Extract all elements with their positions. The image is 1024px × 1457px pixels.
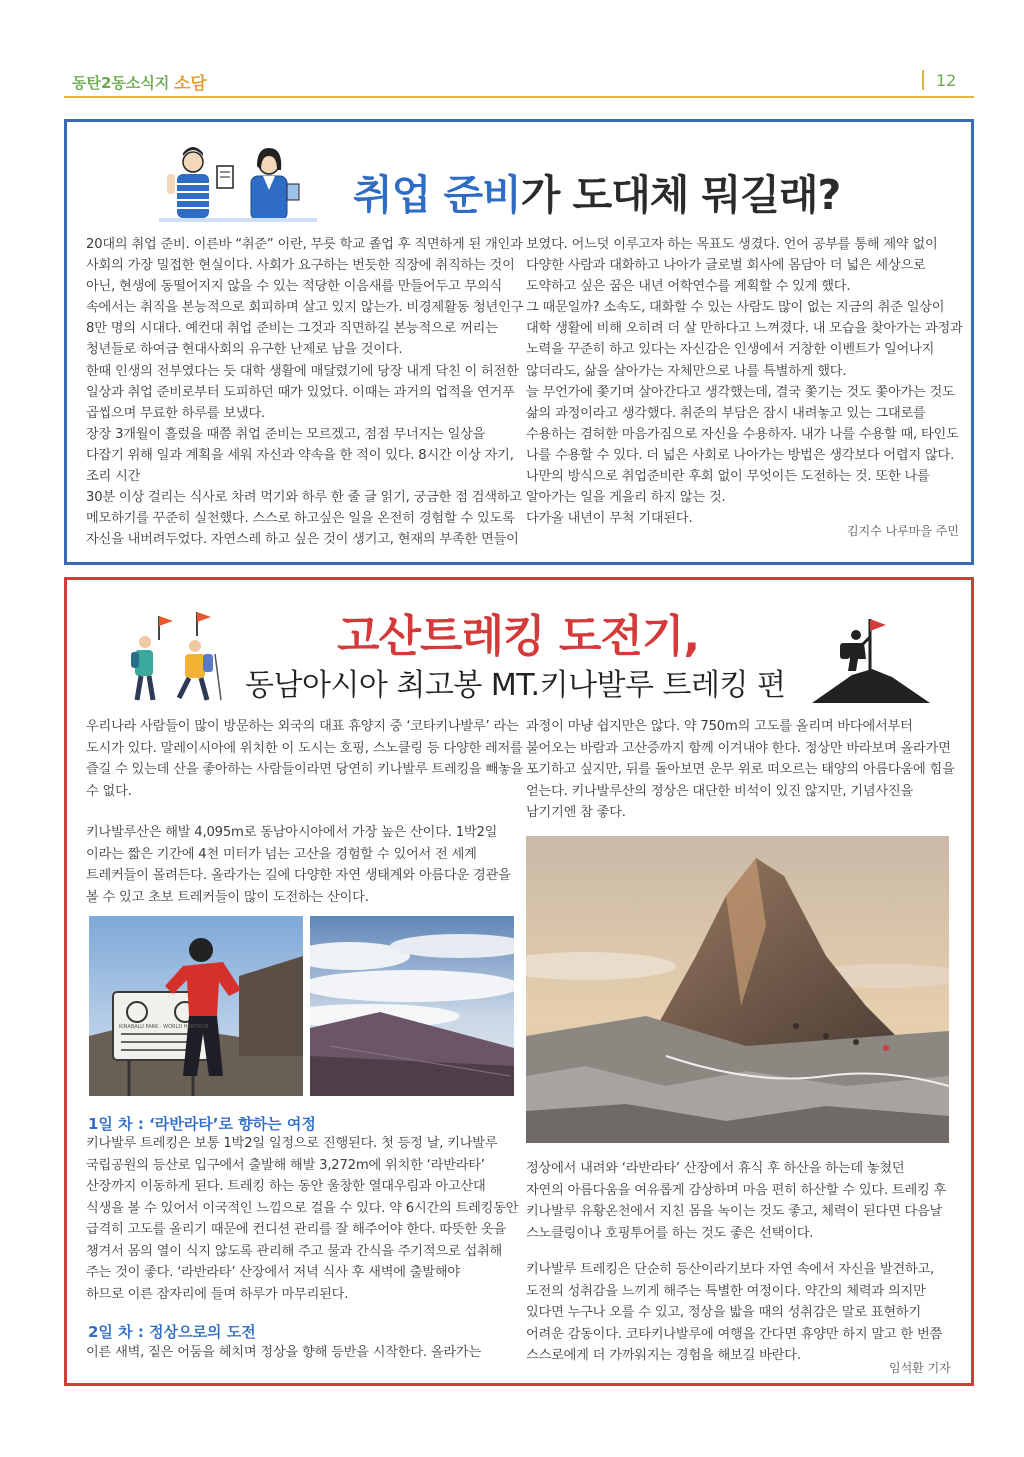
article2-right-p1: 과정이 마냥 쉽지만은 않다. 약 750m의 고도를 올리며 바다에서부터 불어오는 바람과 고산증까지 함께 이겨내야 한다. 정상만 바라보며 올라가면 포기하고 싶지만, 뒤를 돌아보면 운무 위로 떠오르는 태양의 아름다움에 힘을 얻는다. 키나발루산의 정상은 대단한 비석이 있진 않지만, 기념사진을 남기기엔 참 좋다. — [526, 719, 955, 820]
job-seekers-illustration-icon — [159, 144, 317, 222]
article-job-prep — [64, 119, 974, 565]
article2-intro-p1: 우리나라 사람들이 많이 방문하는 외국의 대표 휴양지 중 ‘코타키나발루’ 라는 도시가 있다. 말레이시아에 위치한 이 도시는 호핑, 스노클링 등 다양한 레저를 즐길 수 있는데 산을 좋아하는 사람들이라면 당연히 키나발루 트레킹을 빼놓을 수 없다. — [86, 719, 524, 799]
article2-intro-p2: 키나발루산은 해발 4,095m로 동남아시아에서 가장 높은 산이다. 1박2일 이라는 짧은 기간에 4천 미터가 넘는 고산을 경험할 수 있어서 전 세계 트레커들이 몰려든다. 올라가는 길에 다양한 자연 생태계와 아름다운 경관을 볼 수 있고 초보 트레커들이 많이 도전하는 산이다. — [86, 825, 511, 905]
day1-heading: 1일 차 : ‘라반라타’로 향하는 여정 — [88, 1115, 316, 1133]
article1-title-highlight: 취업 준비 — [353, 171, 521, 219]
day2-text: 이른 새벽, 짙은 어둠을 헤치며 정상을 향해 등반을 시작한다. 올라가는 — [86, 1345, 482, 1360]
article2-title: 고산트레킹 도전기, — [337, 611, 700, 662]
article2-subtitle: 동남아시아 최고봉 MT.키나발루 트레킹 편 — [245, 668, 786, 703]
article1-title-rest: 가 도대체 뭐길래? — [520, 171, 841, 219]
summit-climber-icon — [812, 615, 930, 703]
header-divider — [922, 70, 924, 90]
article1-byline: 김지수 나루마을 주민 — [847, 524, 959, 538]
article-kinabalu — [64, 577, 974, 1386]
article2-byline: 임석환 기자 — [889, 1361, 951, 1375]
article1-left-column: 20대의 취업 준비. 이른바 “취준” 이란, 무릇 학교 졸업 후 직면하게 된 개인과 사회의 가장 밀접한 현실이다. 사회가 요구하는 번듯한 직장에 취직하는 것이 아닌, 현생에 동떨어지지 않을 수 있는 적당한 이음새를 만들어두고 무의식 속에서는 취직을 본능적으로 회피하며 살고 있지 않는가. 비경제활동 청년인구 8만 명의 시대다. 예컨대 취업 준비는 그것과 직면하길 본능적으로 꺼리는 청년들로 하여금 현대사회의 유구한 난제로 남을 것이다. 한때 인생의 전부였다는 듯 대학 생활에 매달렸기에 당장 내게 닥친 이 허전한 일상과 취업 준비로부터 도피하던 때가 있었다. 이때는 과거의 업적을 연거푸 곱씹으며 무료한 하루를 보냈다. 장장 3개월이 흘렀을 때쯤 취업 준비는 모르겠고, 점점 무너지는 일상을 다잡기 위해 일과 계획을 세워 자신과 약속을 한 적이 있다. 8시간 이상 자기, 조리 시간 30분 이상 걸리는 식사로 차려 먹기와 하루 한 줄 글 읽기, 궁금한 점 검색하고 메모하기를 꾸준히 실천했다. 스스로 하고싶은 일을 온전히 경험할 수 있도록 자신을 내버려두었다. 자연스레 하고 싶은 것이 생기고, 현재의 부족한 면들이 — [86, 237, 524, 548]
day1-text: 키나발루 트레킹은 보통 1박2일 일정으로 진행된다. 첫 등정 날, 키나발루 국립공원의 등산로 입구에서 출발해 해발 3,272m에 위치한 ‘라반라타’ 산장까지 이동하게 된다. 트레킹 하는 동안 울창한 열대우림과 아고산대 식생을 볼 수 있어서 이국적인 느낌으로 걸을 수 있다. 약 6시간의 트레킹동안 급격히 고도를 올리기 때문에 컨디션 관리를 잘 해주어야 한다. 따뜻한 옷을 챙겨서 몸의 열이 식지 않도록 관리해 주고 물과 간식을 주기적으로 섭취해 주는 것이 좋다. ‘라반라타’ 산장에서 저녁 식사 후 새벽에 출발해야 하므로 이른 잠자리에 들며 하루가 마무리된다. — [86, 1136, 519, 1302]
summit-peak-photo — [526, 836, 949, 1143]
park-sign-text: KINABALU PARK · WORLD HERITAGE — [119, 1024, 209, 1030]
newsletter-title: 동탄2동소식지 — [72, 74, 170, 92]
page-header — [64, 64, 974, 98]
page-number: 12 — [936, 71, 957, 90]
article1-right-column: 보였다. 어느덧 이루고자 하는 목표도 생겼다. 언어 공부를 통해 제약 없이 다양한 사람과 대화하고 나아가 글로벌 회사에 몸담아 더 넓은 세상으로 도약하고 싶은 꿈은 내년 어학연수를 계획할 수 있게 했다. 그 때문일까? 소속도, 대화할 수 있는 사람도 많이 없는 지금의 취준 일상이 대학 생활에 비해 오히려 더 살 만하다고 느껴졌다. 내 모습을 찾아가는 과정과 노력을 꾸준히 하고 있다는 자신감은 인생에서 거창한 이벤트가 일어나지 않더라도, 삶을 살아가는 자체만으로 나를 특별하게 했다. 늘 무언가에 쫓기며 살아간다고 생각했는데, 결국 쫓기는 것도 쫓아가는 것도 삶의 과정이라고 생각했다. 취준의 부담은 잠시 내려놓고 있는 그대로를 수용하는 겸허한 마음가짐으로 자신을 수용하자. 내가 나를 수용할 때, 타인도 나를 수용할 수 있다. 더 넓은 사회로 나아가는 방법은 생각보다 어렵지 않다. 나만의 방식으로 취업준비란 후회 없이 무엇이든 도전하는 것. 또한 나를 알아가는 일을 게을리 하지 않는 것. 다가올 내년이 무척 기대된다. — [526, 237, 963, 527]
newsletter-logo: 소담 — [174, 74, 207, 94]
hikers-illustration-icon — [127, 610, 227, 705]
summit-sign-photo — [89, 916, 303, 1096]
article2-right-p2: 정상에서 내려와 ‘라반라타’ 산장에서 휴식 후 하산을 하는데 놓쳤던 자연의 아름다움을 여유롭게 감상하며 마음 편히 하산할 수 있다. 트레킹 후 키나발루 유황온천에서 지친 몸을 녹이는 것도 좋고, 체력이 된다면 다음날 스노클링이나 호핑투어를 하는 것도 좋은 선택이다. — [526, 1161, 947, 1241]
day2-heading: 2일 차 : 정상으로의 도전 — [88, 1323, 256, 1341]
sea-of-clouds-photo — [310, 916, 514, 1096]
article1-title — [353, 162, 840, 221]
article2-right-p3: 키나발루 트레킹은 단순히 등산이라기보다 자연 속에서 자신을 발견하고, 도전의 성취감을 느끼게 해주는 특별한 여정이다. 약간의 체력과 의지만 있다면 누구나 오를 수 있고, 정상을 밟을 때의 성취감은 말로 표현하기 어려운 감동이다. 코타키나발루에 여행을 간다면 휴양만 하지 말고 한 번쯤 스스로에게 더 가까워지는 경험을 해보길 바란다. — [526, 1262, 943, 1363]
